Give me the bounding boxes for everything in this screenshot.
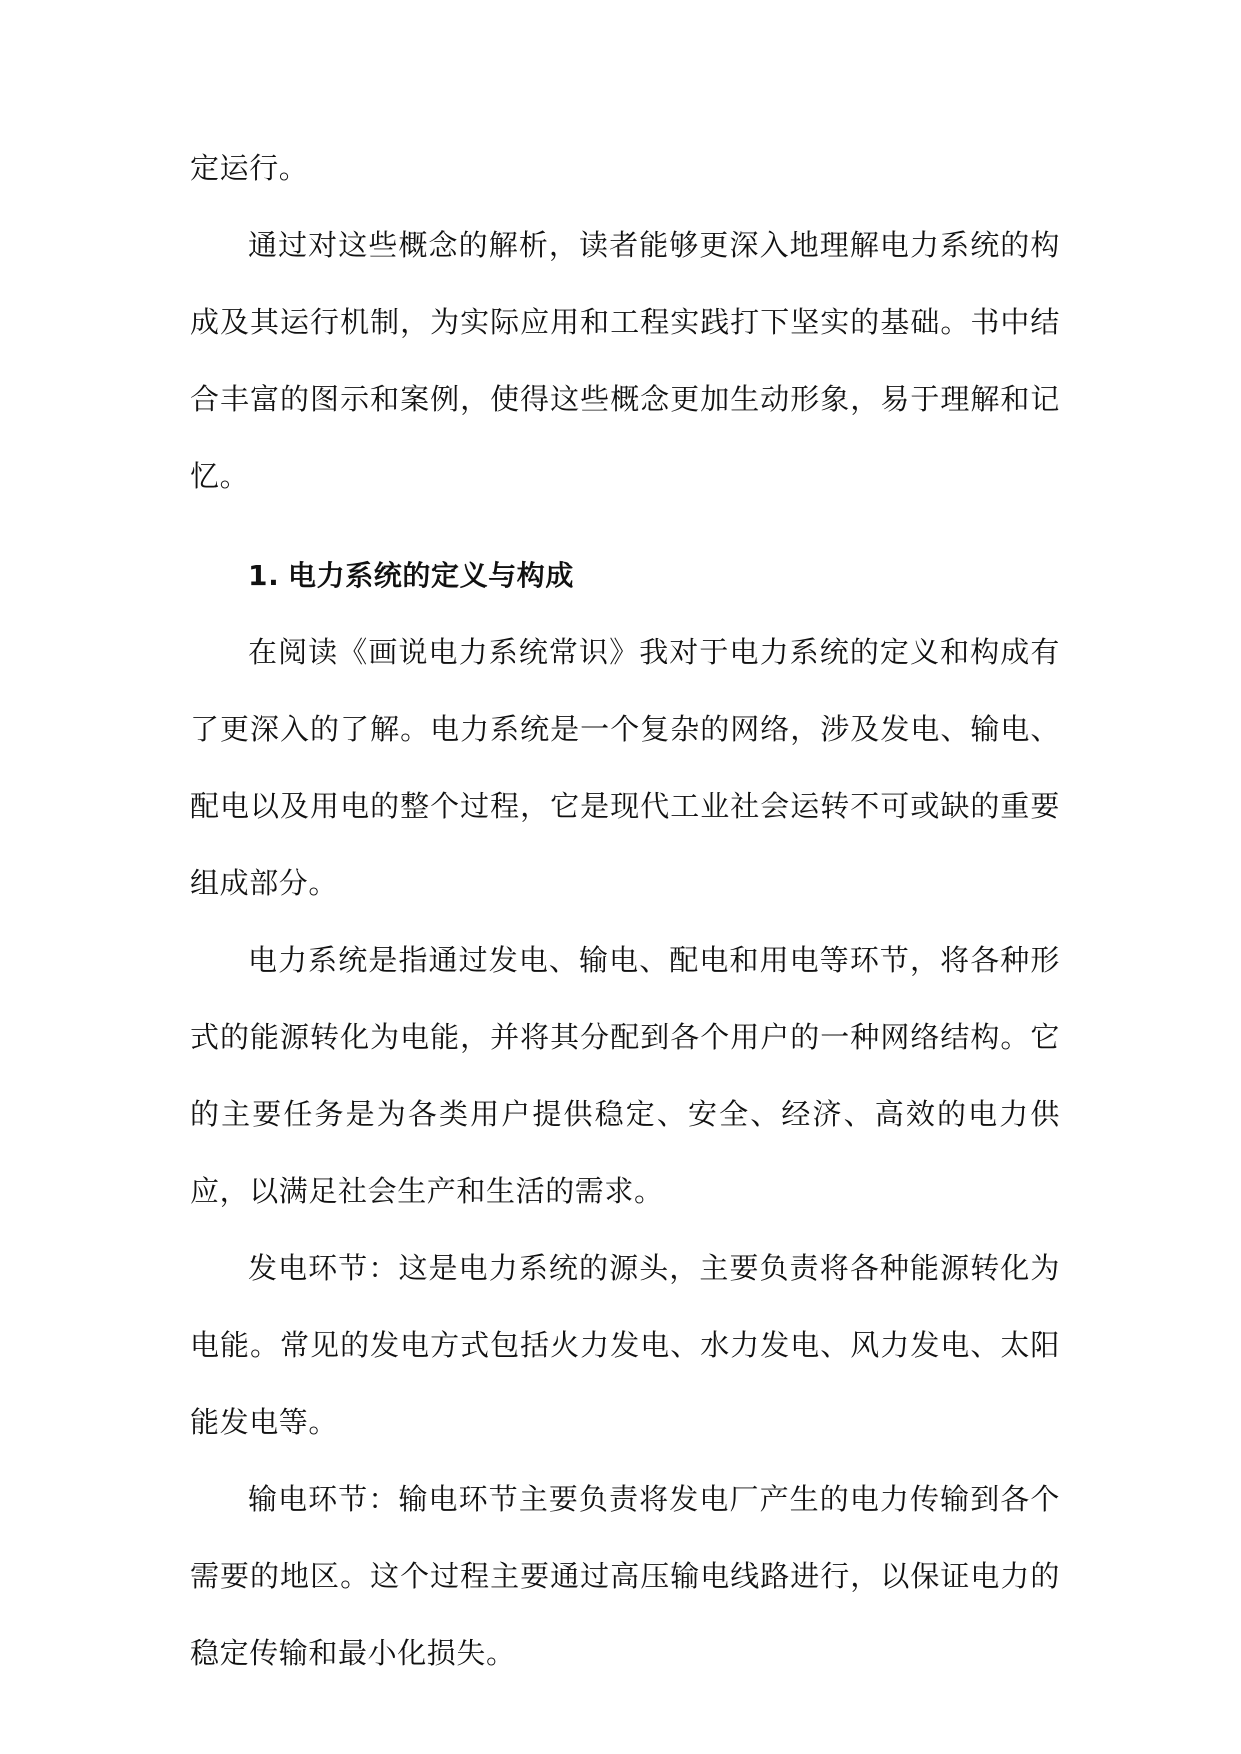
section-title: 电力系统的定义与构成	[288, 559, 575, 592]
document-page	[190, 130, 1060, 1692]
paragraph-continuation: 定运行。	[190, 151, 309, 185]
paragraph-definition: 电力系统是指通过发电、输电、配电和用电等环节，将各种形式的能源转化为电能，并将其分配到各个用户的一种网络结构。它的主要任务是为各类用户提供稳定、安全、经济、高效的电力供应，以满足社会生产和生活的需求。	[190, 943, 1060, 1208]
section-heading	[190, 537, 1060, 614]
paragraph-intro: 在阅读《画说电力系统常识》我对于电力系统的定义和构成有了更深入的了解。电力系统是一个复杂的网络，涉及发电、输电、配电以及用电的整个过程，它是现代工业社会运转不可或缺的重要组成部分。	[190, 635, 1060, 900]
paragraph-concept-summary: 通过对这些概念的解析，读者能够更深入地理解电力系统的构成及其运行机制，为实际应用和工程实践打下坚实的基础。书中结合丰富的图示和案例，使得这些概念更加生动形象，易于理解和记忆。	[190, 228, 1060, 493]
section-number: 1.	[248, 559, 280, 592]
paragraph-generation: 发电环节：这是电力系统的源头，主要负责将各种能源转化为电能。常见的发电方式包括火力发电、水力发电、风力发电、太阳能发电等。	[190, 1251, 1060, 1439]
paragraph-transmission: 输电环节：输电环节主要负责将发电厂产生的电力传输到各个需要的地区。这个过程主要通过高压输电线路进行，以保证电力的稳定传输和最小化损失。	[190, 1482, 1060, 1670]
